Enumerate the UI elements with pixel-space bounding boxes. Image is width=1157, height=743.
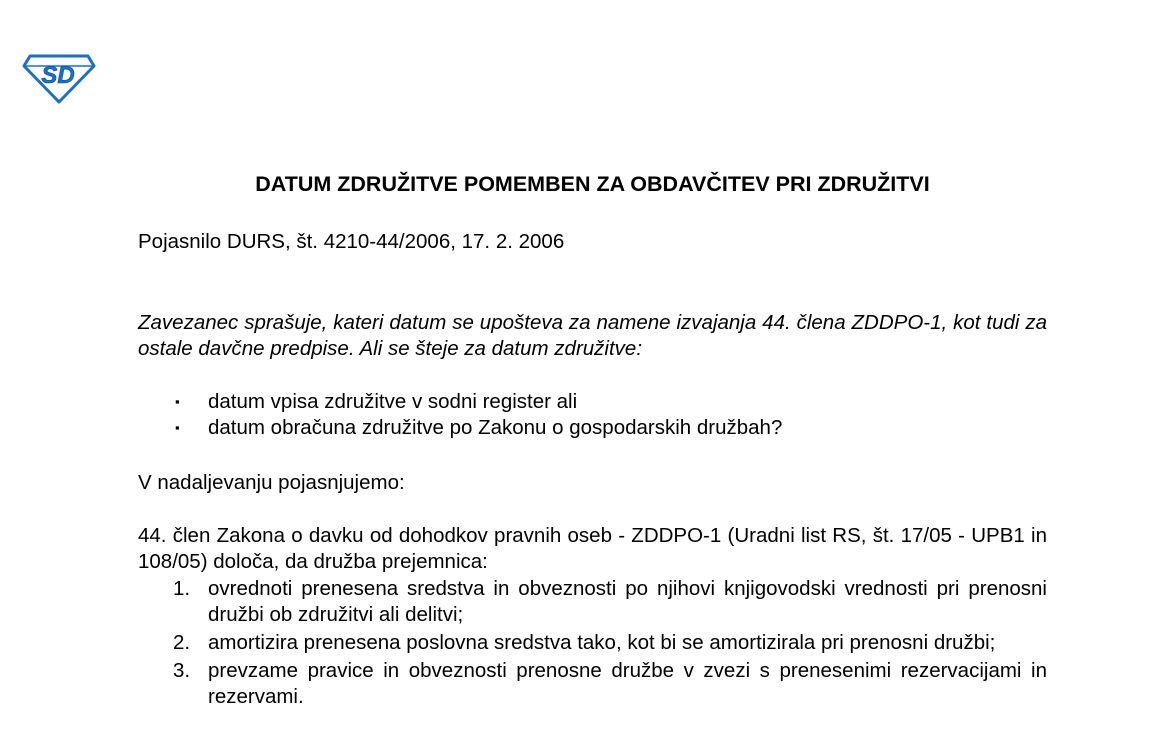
numbered-list xyxy=(138,576,1047,712)
bullet-marker: ▪ xyxy=(175,420,180,435)
item-text: prevzame pravice in obveznosti prenosne družbe v zvezi s prenesenimi rezervacijami in rezervami. xyxy=(208,659,1047,708)
numbered-item xyxy=(138,576,1047,628)
body-paragraph: 44. člen Zakona o davku od dohodkov pravnih oseb - ZDDPO-1 (Uradni list RS, št. 17/05 - UPB1 in 108/05) določa, da družba prejemnica: xyxy=(138,524,1047,573)
bullet-item xyxy=(138,415,1047,441)
question-paragraph: Zavezanec sprašuje, kateri datum se upošteva za namene izvajanja 44. člena ZDDPO-1, kot tudi za ostale davčne predpise. Ali se šteje za datum združitve: xyxy=(138,311,1047,360)
bullet-item xyxy=(138,389,1047,415)
intro-line: V nadaljevanju pojasnjujemo: xyxy=(138,471,405,494)
item-text: amortizira prenesena poslovna sredstva tako, kot bi se amortizirala pri prenosni družbi; xyxy=(208,631,996,654)
document-title: DATUM ZDRUŽITVE POMEMBEN ZA OBDAVČITEV PRI ZDRUŽITVI xyxy=(255,172,930,196)
item-number: 2. xyxy=(173,631,191,654)
numbered-item xyxy=(138,630,1047,656)
numbered-item xyxy=(138,658,1047,710)
bullet-text: datum vpisa združitve v sodni register ali xyxy=(208,390,578,413)
bullet-list xyxy=(138,389,1047,441)
bullet-marker: ▪ xyxy=(175,394,180,409)
item-number: 3. xyxy=(173,659,191,682)
item-number: 1. xyxy=(173,577,191,600)
bullet-text: datum obračuna združitve po Zakonu o gospodarskih družbah? xyxy=(208,416,783,439)
item-text: ovrednoti prenesena sredstva in obveznosti po njihovi knjigovodski vrednosti pri prenosni družbi ob združitvi ali delitvi; xyxy=(208,577,1047,626)
sd-logo xyxy=(22,50,96,104)
document-subtitle: Pojasnilo DURS, št. 4210-44/2006, 17. 2. 2006 xyxy=(138,230,565,253)
diamond-logo-icon xyxy=(22,50,96,104)
logo-letters: SD xyxy=(41,62,75,89)
